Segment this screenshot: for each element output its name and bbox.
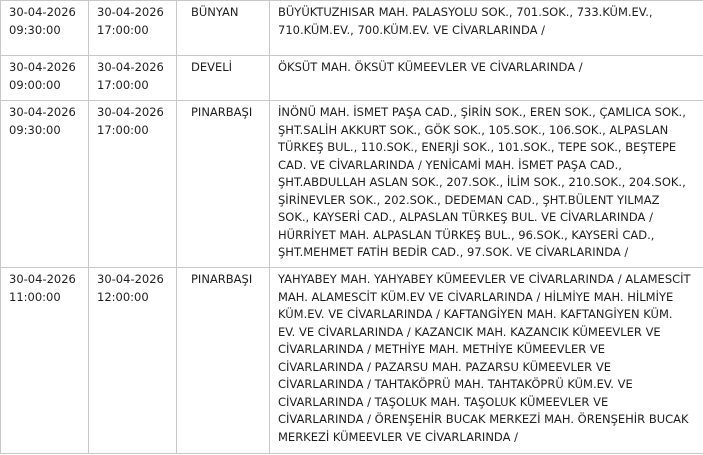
table-row (1, 268, 703, 454)
affected-area-cell: YAHYABEY MAH. YAHYABEY KÜMEEVLER VE CİVARLARINDA / ALAMESCİT MAH. ALAMESCİT KÜM.EV VE CİVARLARINDA / HİLMİYE MAH. HİLMİYE KÜM.EV. VE CİVARLARINDA / KAFTANGİYEN MAH. KAFTANGİYEN KÜM. EV. VE CİVARLARINDA / KAZANCIK MAH. KAZANCIK KÜMEEVLER VE CİVARLARINDA / METHİYE MAH. METHİYE KÜMEEVLER VE CİVARLARINDA / PAZARSU MAH. PAZARSU KÜMEEVLER VE CİVARLARINDA / TAHTAKÖPRÜ MAH. TAHTAKÖPRÜ KÜM.EV. VE CİVARLARINDA / TAŞOLUK MAH. TAŞOLUK KÜMEEVLER VE CİVARLARINDA / ÖRENŞEHİR BUCAK MERKEZİ MAH. ÖRENŞEHİR BUCAK MERKEZİ KÜMEEVLER VE CİVARLARINDA / (270, 268, 703, 454)
start-time-cell: 30-04-2026 09:30:00 (1, 1, 89, 56)
end-time-cell: 30-04-2026 17:00:00 (89, 56, 177, 101)
end-time-cell: 30-04-2026 17:00:00 (89, 101, 177, 268)
start-time-cell: 30-04-2026 11:00:00 (1, 268, 89, 454)
district-cell: DEVELİ (177, 56, 270, 101)
district-cell: PINARBAŞI (177, 268, 270, 454)
affected-area-cell: İNÖNÜ MAH. İSMET PAŞA CAD., ŞİRİN SOK., EREN SOK., ÇAMLICA SOK., ŞHT.SALİH AKKURT SOK., GÖK SOK., 105.SOK., 106.SOK., ALPASLAN TÜRKEŞ BUL., 110.SOK., ENERJİ SOK., 101.SOK., TEPE SOK., BEŞTEPE CAD. VE CİVARLARINDA / YENİCAMİ MAH. İSMET PAŞA CAD., ŞHT.ABDULLAH ASLAN SOK., 207.SOK., İLİM SOK., 210.SOK., 204.SOK., ŞİRİNEVLER SOK., 202.SOK., DEDEMAN CAD., ŞHT.BÜLENT YILMAZ SOK., KAYSERİ CAD., ALPASLAN TÜRKEŞ BUL. VE CİVARLARINDA / HÜRRİYET MAH. ALPASLAN TÜRKEŞ BUL., 96.SOK., KAYSERİ CAD., ŞHT.MEHMET FATİH BEDİR CAD., 97.SOK. VE CİVARLARINDA / (270, 101, 703, 268)
affected-area-cell: ÖKSÜT MAH. ÖKSÜT KÜMEEVLER VE CİVARLARINDA / (270, 56, 703, 101)
district-cell: PINARBAŞI (177, 101, 270, 268)
outage-table-body (1, 1, 703, 454)
end-time-cell: 30-04-2026 12:00:00 (89, 268, 177, 454)
table-row (1, 101, 703, 268)
affected-area-cell: BÜYÜKTUZHISAR MAH. PALASYOLU SOK., 701.SOK., 733.KÜM.EV., 710.KÜM.EV., 700.KÜM.EV. VE CİVARLARINDA / (270, 1, 703, 56)
district-cell: BÜNYAN (177, 1, 270, 56)
start-time-cell: 30-04-2026 09:00:00 (1, 56, 89, 101)
start-time-cell: 30-04-2026 09:30:00 (1, 101, 89, 268)
table-row (1, 1, 703, 56)
end-time-cell: 30-04-2026 17:00:00 (89, 1, 177, 56)
table-row (1, 56, 703, 101)
